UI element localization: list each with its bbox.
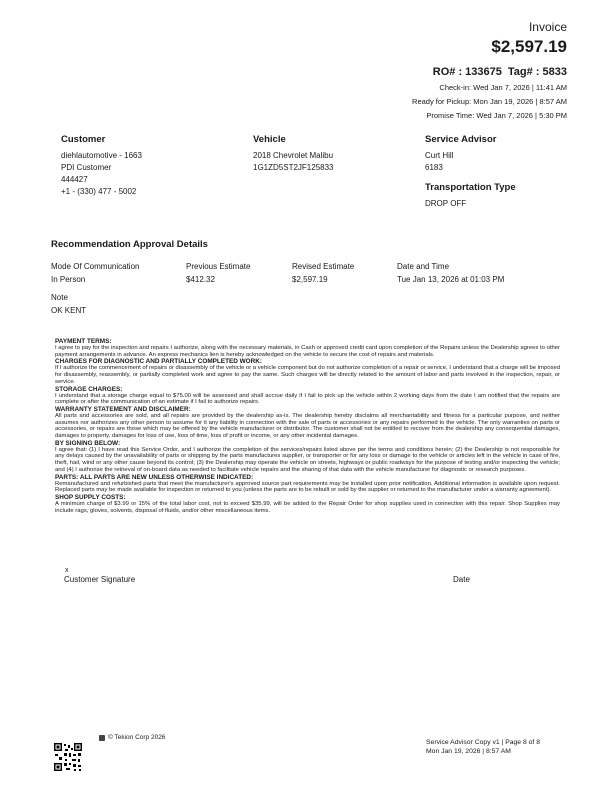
vehicle-section <box>253 134 334 174</box>
rec-header-mode: Mode Of Communication <box>51 262 140 271</box>
invoice-title: Invoice <box>528 20 567 34</box>
promise-time: Promise Time: Wed Jan 7, 2026 | 5:30 PM <box>426 111 567 120</box>
rec-value-mode: In Person <box>51 275 86 284</box>
advisor-section <box>425 134 516 210</box>
terms-heading: WARRANTY STATEMENT AND DISCLAIMER: <box>55 405 191 413</box>
terms-heading: STORAGE CHARGES: <box>55 385 123 393</box>
rec-col-revised <box>292 260 354 286</box>
printed-time: Mon Jan 19, 2026 | 8:57 AM <box>426 748 511 755</box>
rec-value-previous: $412.32 <box>186 275 215 284</box>
terms-heading: PAYMENT TERMS: <box>55 338 112 345</box>
terms-heading: CHARGES FOR DIAGNOSTIC AND PARTIALLY COMPLETED WORK: <box>55 358 262 366</box>
vehicle-vin: 1G1ZD5ST2JF125833 <box>253 163 334 172</box>
ro-tag-line <box>412 66 567 78</box>
customer-name: diehlautomotive - 1663 <box>61 151 142 160</box>
footer-copyright <box>99 734 165 741</box>
note-value: OK KENT <box>51 306 87 315</box>
customer-heading: Customer <box>61 134 106 145</box>
transport-value: DROP OFF <box>425 199 467 208</box>
terms-body: A minimum charge of $3.99 or 15% of the total labor cost, not to exceed $35.99, will be added to the Repair Order for shop supplies used in connection with this repair. Shop Supplies may include rags, gloves, solvents, disposal of fluids, and/or other miscellaneous items. <box>55 500 560 514</box>
note-section <box>51 291 86 317</box>
terms-heading: BY SIGNING BELOW: <box>55 439 121 447</box>
ro-number: RO# : 133675 <box>432 66 502 78</box>
ready-time: Ready for Pickup: Mon Jan 19, 2026 | 8:57 AM <box>412 97 567 106</box>
terms-body: I agree to pay for the inspection and repairs I authorize, along with the necessary materials, in Cash or approved credit card upon completion of the Repairs unless the Dealership agrees to other payment arrangements in advance. An express mechanics lien is hereby acknowledged on the vehicle to secure the cost of repairs and materials. <box>55 345 560 358</box>
rec-value-datetime: Tue Jan 13, 2026 at 01:03 PM <box>397 275 505 284</box>
advisor-heading: Service Advisor <box>425 134 497 145</box>
rec-value-revised: $2,597.19 <box>292 275 328 284</box>
terms-section <box>55 338 560 514</box>
rec-header-previous: Previous Estimate <box>186 262 251 271</box>
rec-col-mode <box>51 260 139 286</box>
terms-body: I agree that: (1) I have read this Service Order, and I authorize the completion of the services/repairs listed above per the terms and conditions herein; (2) the Dealership is not responsible for any delays caused by the unavailability of parts or shipping by the parts manufactures supplier, or transporter or for any loss or damage to the vehicle or articles left in the vehicle in case of fire, theft, hail, wind or any other cause beyond its control; (3) the Dealership may operate the vehicle on streets, highways or public roadways for the purpose of testing and/or inspecting the vehicle; and (4) I authorize the retrieval of on-board data as needed to facilitate vehicle repairs and the sharing of that data with the vehicle manufacturer for diagnostic or research purposes. <box>55 446 560 473</box>
rec-col-previous <box>186 260 250 286</box>
copyright-text: © Tekion Corp 2026 <box>108 734 166 741</box>
customer-signature-label: Customer Signature <box>64 575 136 584</box>
customer-phone: +1 - (330) 477 - 5002 <box>61 187 137 196</box>
invoice-header <box>412 20 567 120</box>
terms-body: All parts and accessories are sold, and all repairs are provided by the dealership as-is. The dealership hereby disclaims all merchantability and fitness for a particular purpose, and neither assumes nor authorizes any other person to assume for it any liability in connection with the sale of parts or accessories or any repairs performed to the vehicle. The only warranties on parts or accessories, or repairs are those which may be offered by the vehicle manufacturer or distributor. The customer shall not be entitled to recover from the dealership any consequential damages, damages to property, damages for loss of use, loss of time, loss of profit or income, or any other incidental damages. <box>55 412 560 440</box>
transport-heading: Transportation Type <box>425 182 516 193</box>
terms-body: If I authorize the commencement of repairs or disassembly of the vehicle or a vehicle component but do not authorize completion of a repair or service, I understand that a charge will be imposed for disassembly, reassembly, or partially completed work and agree to pay the same. Such charges will be directly related to the amount of labor and parts involved in the inspection, repair, or service. <box>55 365 560 385</box>
checkin-time: Check-in: Wed Jan 7, 2026 | 11:41 AM <box>439 83 567 92</box>
terms-body: Remanufactured and refurbished parts that meet the manufacturer's approved source part requirements may be installed upon prior notification. Additional information is available upon request. Replaced parts may be made available for inspection or returned to you (unless the parts are to be rebuilt or sold by the supplier or returned to the manufacturer under a warranty agreement). <box>55 480 560 494</box>
rec-col-datetime <box>397 260 504 286</box>
rec-header-revised: Revised Estimate <box>292 262 355 271</box>
invoice-total: $2,597.19 <box>491 37 567 56</box>
tekion-logo-icon <box>99 735 105 741</box>
customer-section <box>61 134 142 198</box>
signature-x-mark: x <box>65 567 69 574</box>
tag-number: Tag# : 5833 <box>507 66 567 78</box>
terms-body: I understand that a storage charge equal to $75.00 will be assessed and shall accrue daily if I fail to pick up the vehicle within 2 working days from the date I am notified that the repairs are complete or after the communication of an estimate if I fail to authorize repairs. <box>55 392 560 406</box>
customer-number: 444427 <box>61 175 88 184</box>
vehicle-model: 2018 Chevrolet Malibu <box>253 151 334 160</box>
qr-code-icon <box>53 742 83 772</box>
copy-info: Service Advisor Copy v1 | Page 8 of 8 <box>426 739 540 746</box>
signature-date-label: Date <box>453 575 470 584</box>
advisor-id: 6183 <box>425 163 443 172</box>
terms-heading: PARTS: ALL PARTS ARE NEW UNLESS OTHERWISE INDICATED: <box>55 473 254 481</box>
footer-page-info <box>426 738 540 756</box>
recommendation-title: Recommendation Approval Details <box>51 239 208 250</box>
rec-header-datetime: Date and Time <box>397 262 450 271</box>
customer-type: PDI Customer <box>61 163 112 172</box>
advisor-name: Curt Hill <box>425 151 454 160</box>
vehicle-heading: Vehicle <box>253 134 286 145</box>
terms-heading: SHOP SUPPLY COSTS: <box>55 493 126 501</box>
note-label: Note <box>51 293 68 302</box>
